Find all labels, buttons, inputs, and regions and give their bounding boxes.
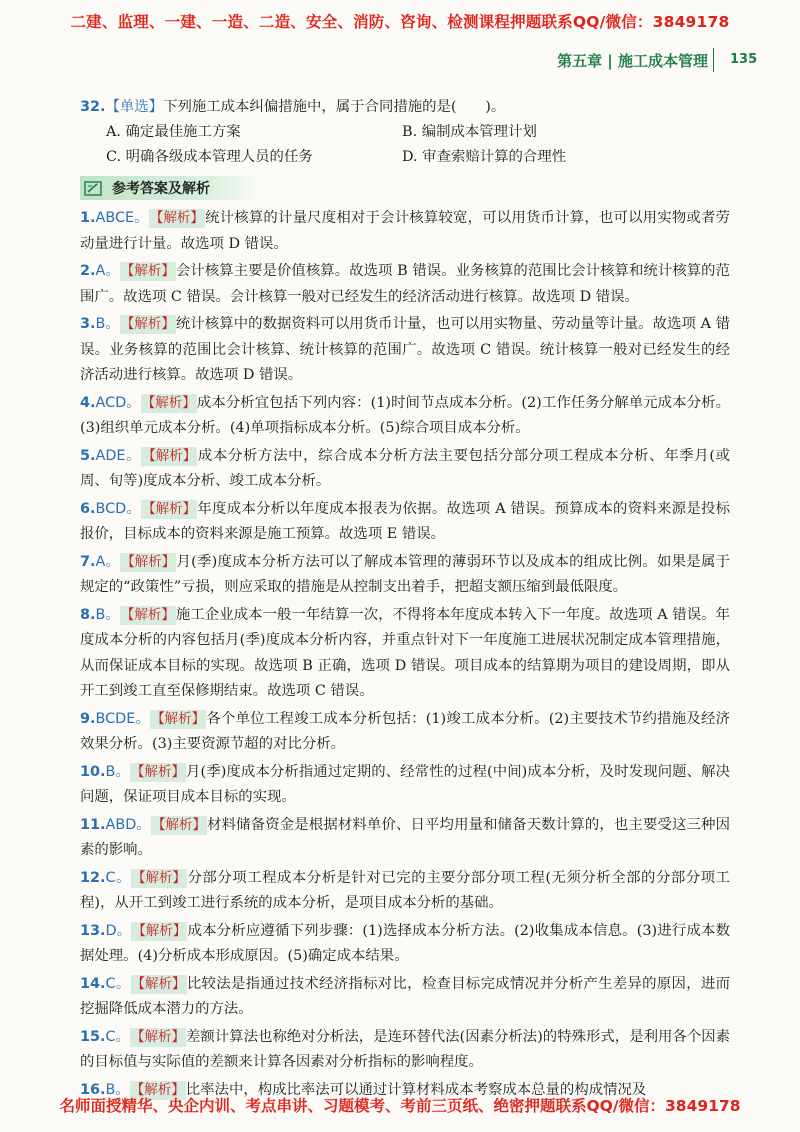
answer-explanation: 材料储备资金是根据材料单价、日平均用量和储备天数计算的，也主要受这三种因素的影响。 [80, 816, 730, 858]
option-b: B. 编制成本管理计划 [402, 124, 537, 140]
answer-number: 8. [80, 606, 96, 623]
answer-explanation: 月(季)度成本分析指通过定期的、经常性的过程(中间)成本分析，及时发现问题、解决问题，保证项目成本目标的实现。 [80, 763, 731, 805]
answer-letters: BCDE。 [95, 710, 151, 727]
bottom-banner: 名师面授精华、央企内训、考点串讲、习题模考、考前三页纸、绝密押题联系QQ/微信：3849178 [59, 1097, 741, 1115]
answer-list [80, 206, 730, 1103]
answer-letters: B。 [105, 1081, 130, 1098]
answer-item [80, 444, 730, 495]
option-d: D. 审查索赔计算的合理性 [402, 149, 567, 165]
analysis-tag: 【解析】 [142, 500, 197, 517]
answer-letters: BCD。 [95, 500, 142, 517]
answer-number: 4. [80, 394, 96, 411]
answer-item [80, 603, 730, 705]
answer-item [80, 866, 730, 917]
answer-letters: B。 [95, 316, 120, 332]
answer-explanation: 差额计算法也称绝对分析法，是连环替代法(因素分析法)的特殊形式，是利用各个因素的目标值与实际值的差额来计算各因素对分析指标的影响程度。 [80, 1028, 730, 1070]
answer-number: 16. [80, 1081, 106, 1098]
answer-explanation: 成本分析宜包括下列内容：(1)时间节点成本分析。(2)工作任务分解单元成本分析。(3)组织单元成本分析。(4)单项指标成本分析。(5)综合项目成本分析。 [80, 394, 730, 436]
answer-letters: ABCE。 [95, 210, 149, 226]
answer-item [80, 550, 730, 601]
analysis-tag: 【解析】 [151, 710, 206, 727]
answer-letters: ACD。 [95, 394, 141, 411]
answer-explanation: 施工企业成本一般一年结算一次，不得将本年度成本转入下一年度。故选项 A 错误。年度成本分析的内容包括月(季)度成本分析内容，并重点针对下一年度施工进展状况制定成本管理措施，从而保证成本目标的实现。故选项 B 正确，选项 D 错误。项目成本的结算期为项目的建设周期，即从开工到竣工直至保修期结束。故选项 C 错误。 [80, 606, 730, 699]
answer-number: 2. [80, 263, 96, 279]
answer-letters: A。 [95, 263, 120, 279]
analysis-tag: 【解析】 [151, 816, 206, 833]
answer-item [80, 972, 730, 1023]
question-type: 【单选】 [105, 99, 164, 115]
answer-number: 14. [80, 975, 106, 992]
answer-number: 5. [80, 447, 96, 464]
answer-number: 1. [80, 210, 96, 226]
header-divider [713, 48, 714, 72]
answer-explanation: 统计核算的计量尺度相对于会计核算较宽，可以用货币计算，也可以用实物或者劳动量进行计量。故选项 D 错误。 [80, 210, 730, 252]
question-32 [80, 95, 730, 120]
answer-item [80, 312, 730, 389]
analysis-tag: 【解析】 [149, 210, 204, 226]
answer-number: 6. [80, 500, 96, 517]
analysis-tag: 【解析】 [131, 869, 186, 886]
analysis-tag: 【解析】 [142, 447, 197, 464]
analysis-tag: 【解析】 [130, 1081, 185, 1098]
answer-letters: C。 [105, 869, 131, 886]
answer-letters: D。 [105, 922, 132, 939]
option-a: A. 确定最佳施工方案 [106, 124, 241, 140]
answer-letters: B。 [105, 763, 130, 780]
answer-item [80, 813, 730, 864]
answer-letters: C。 [105, 1028, 130, 1045]
analysis-tag: 【解析】 [120, 606, 175, 623]
section-title: 参考答案及解析 [112, 181, 210, 197]
answer-explanation: 各个单位工程竣工成本分析包括：(1)竣工成本分析。(2)主要技术节约措施及经济效果分析。(3)主要资源节超的对比分析。 [80, 710, 730, 752]
analysis-tag: 【解析】 [141, 394, 196, 411]
answer-number: 3. [80, 316, 96, 332]
answer-explanation: 成本分析方法中，综合成本分析方法主要包括分部分项工程成本分析、年季月(或周、旬等)度成本分析、竣工成本分析。 [80, 447, 730, 489]
question-number: 32. [80, 99, 106, 115]
question-stem: 下列施工成本纠偏措施中，属于合同措施的是( )。 [163, 99, 506, 115]
analysis-tag: 【解析】 [130, 1028, 185, 1045]
answer-letters: ADE。 [95, 447, 142, 464]
running-header [0, 50, 800, 80]
answer-item [80, 206, 730, 257]
answer-number: 12. [80, 869, 106, 886]
answer-number: 9. [80, 710, 96, 727]
analysis-tag: 【解析】 [120, 316, 175, 332]
chapter-title: 第五章 | 施工成本管理 [557, 52, 708, 70]
answer-number: 15. [80, 1028, 106, 1045]
answer-item [80, 391, 730, 442]
answer-item [80, 497, 730, 548]
top-banner: 二建、监理、一建、一造、二造、安全、消防、咨询、检测课程押题联系QQ/微信：3849178 [70, 13, 730, 31]
answer-explanation: 月(季)度成本分析方法可以了解成本管理的薄弱环节以及成本的组成比例。如果是属于规定的“政策性”亏损，则应采取的措施是从控制支出着手，把超支额压缩到最低限度。 [80, 553, 730, 595]
answer-explanation: 成本分析应遵循下列步骤：(1)选择成本分析方法。(2)收集成本信息。(3)进行成本数据处理。(4)分析成本形成原因。(5)确定成本结果。 [80, 922, 730, 964]
pencil-book-icon [84, 179, 102, 197]
answer-section-header [80, 176, 260, 200]
analysis-tag: 【解析】 [120, 263, 175, 279]
answer-explanation: 统计核算中的数据资料可以用货币计量，也可以用实物量、劳动量等计量。故选项 A 错误。业务核算的范围比会计核算、统计核算的范围广。故选项 C 错误。统计核算一般对已经发生的经济活动进行核算。故选项 D 错误。 [80, 316, 730, 383]
answer-number: 11. [80, 816, 106, 833]
answer-item [80, 707, 730, 758]
answer-number: 7. [80, 553, 96, 570]
analysis-tag: 【解析】 [130, 763, 185, 780]
answer-item [80, 760, 730, 811]
answer-number: 10. [80, 763, 106, 780]
analysis-tag: 【解析】 [121, 553, 176, 570]
answer-explanation: 比较法是指通过技术经济指标对比，检查目标完成情况并分析产生差异的原因，进而挖掘降低成本潜力的方法。 [80, 975, 730, 1017]
option-c: C. 明确各级成本管理人员的任务 [106, 149, 313, 165]
analysis-tag: 【解析】 [132, 922, 187, 939]
answer-letters: C。 [105, 975, 131, 992]
answer-item [80, 1025, 730, 1076]
page-number: 135 [730, 52, 758, 67]
answer-explanation: 分部分项工程成本分析是针对已完的主要分部分项工程(无须分析全部的分部分项工程)，从开工到竣工进行系统的成本分析，是项目成本分析的基础。 [80, 869, 730, 911]
question-options [80, 120, 730, 170]
answer-explanation: 年度成本分析以年度成本报表为依据。故选项 A 错误。预算成本的资料来源是投标报价，目标成本的资料来源是施工预算。故选项 E 错误。 [80, 500, 731, 542]
answer-letters: ABD。 [105, 816, 151, 833]
answer-explanation: 会计核算主要是价值核算。故选项 B 错误。业务核算的范围比会计核算和统计核算的范围广。故选项 C 错误。会计核算一般对已经发生的经济活动进行核算。故选项 D 错误。 [80, 263, 730, 305]
analysis-tag: 【解析】 [131, 975, 186, 992]
answer-item [80, 919, 730, 970]
answer-letters: A。 [95, 553, 121, 570]
answer-letters: B。 [95, 606, 120, 623]
answer-item [80, 259, 730, 310]
answer-explanation: 比率法中，构成比率法可以通过计算材料成本考察成本总量的构成情况及 [185, 1081, 647, 1098]
page-content [80, 95, 730, 1105]
answer-number: 13. [80, 922, 106, 939]
